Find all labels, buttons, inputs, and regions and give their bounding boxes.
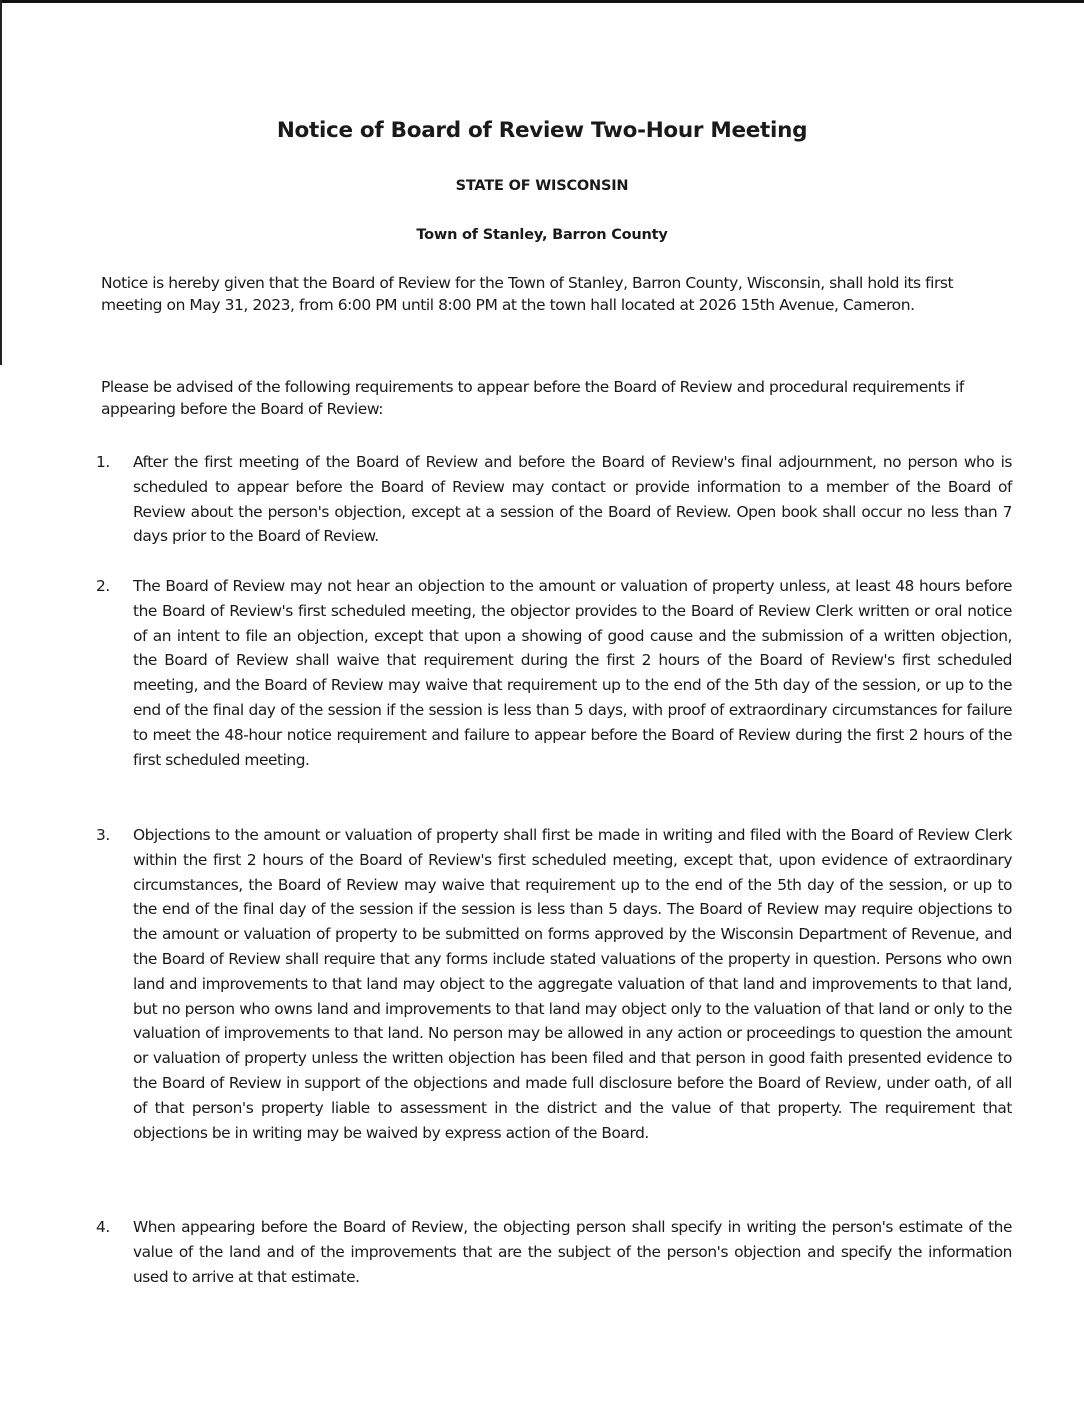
document-title: Notice of Board of Review Two-Hour Meeting: [276, 118, 808, 143]
list-item: [96, 1215, 1012, 1289]
list-item: [96, 823, 1012, 1145]
list-item-number: 1.: [96, 453, 110, 471]
state-heading: STATE OF WISCONSIN: [455, 178, 629, 194]
list-item-text: The Board of Review may not hear an objection to the amount or valuation of property unless, at least 48 hours before the Board of Review's first scheduled meeting, the objector provides to the Board of Review Clerk written or oral notice of an intent to file an objection, except that upon a showing of good cause and the submission of a written objection, the Board of Review shall waive that requirement during the first 2 hours of the Board of Review's first scheduled meeting, and the Board of Review may waive that requirement up to the end of the 5th day of the session, or up to the end of the final day of the session if the session is less than 5 days, with proof of extraordinary circumstances for failure to meet the 48-hour notice requirement and failure to appear before the Board of Review during the first 2 hours of the first scheduled meeting.: [133, 577, 1012, 769]
list-item-text: When appearing before the Board of Review, the objecting person shall specify in writing the person's estimate of the value of the land and of the improvements that are the subject of the person's objection and specify the information used to arrive at that estimate.: [133, 1218, 1012, 1286]
advisory-paragraph: Please be advised of the following requirements to appear before the Board of Review and procedural requirements if appearing before the Board of Review:: [101, 378, 964, 418]
list-item: [96, 574, 1012, 772]
list-item-number: 3.: [96, 826, 110, 844]
list-item-number: 4.: [96, 1218, 110, 1236]
list-item-text: After the first meeting of the Board of Review and before the Board of Review's final adjournment, no person who is scheduled to appear before the Board of Review may contact or provide information to a member of the Board of Review about the person's objection, except at a session of the Board of Review. Open book shall occur no less than 7 days prior to the Board of Review.: [133, 453, 1012, 546]
intro-paragraph: Notice is hereby given that the Board of Review for the Town of Stanley, Barron County, Wisconsin, shall hold its first meeting on May 31, 2023, from 6:00 PM until 8:00 PM at the town hall located at 2026 15th Avenue, Cameron.: [101, 274, 954, 314]
list-item-number: 2.: [96, 577, 110, 595]
list-item-text: Objections to the amount or valuation of property shall first be made in writing and filed with the Board of Review Clerk within the first 2 hours of the Board of Review's first scheduled meeting, except that, upon evidence of extraordinary circumstances, the Board of Review may waive that requirement up to the end of the 5th day of the session, or up to the end of the final day of the session if the session is less than 5 days. The Board of Review may require objections to the amount or valuation of property to be submitted on forms approved by the Wisconsin Department of Revenue, and the Board of Review shall require that any forms include stated valuations of the property in question. Persons who own land and improvements to that land may object to the aggregate valuation of that land and improvements to that land, but no person who owns land and improvements to that land may object only to the valuation of that land or only to the valuation of improvements to that land. No person may be allowed in any action or proceedings to question the amount or valuation of property unless the written objection has been filed and that person in good faith presented evidence to the Board of Review in support of the objections and made full disclosure before the Board of Review, under oath, of all of that person's property liable to assessment in the district and the value of that property. The requirement that objections be in writing may be waived by express action of the Board.: [133, 826, 1012, 1142]
municipality-heading: Town of Stanley, Barron County: [416, 227, 668, 243]
list-item: [96, 450, 1012, 549]
